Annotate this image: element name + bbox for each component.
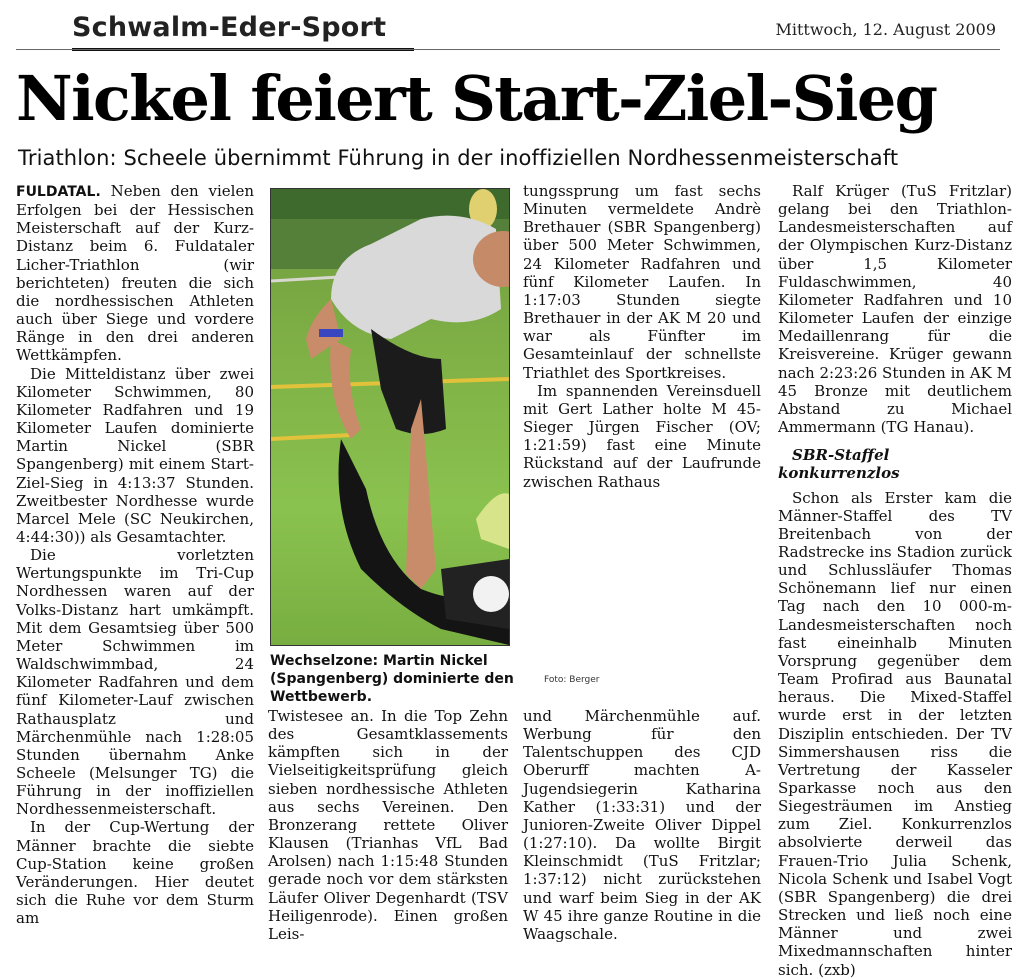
paragraph: Im spannenden Vereinsduell mit Gert Lather holte M 45-Sieger Jürgen Fischer (OV; 1:21:59) fast eine Minute Rückstand auf der Laufrunde zwischen Rathaus bbox=[523, 381, 761, 491]
paragraph: Twistesee an. In die Top Zehn des Gesamtklassements kämpften sich in der Vielseitigkeitsprüfung gleich sieben nordhessische Athleten aus sechs Vereinen. Den Bronzerang rettete Oliver Klausen (Trianhas VfL Bad Arolsen) nach 1:15:48 Stunden gerade noch vor dem stärksten Läufer Oliver Degenhardt (TSV Heiligenrode). Einen großen Leis- bbox=[268, 707, 508, 943]
headline: Nickel feiert Start-Ziel-Sieg bbox=[16, 62, 937, 135]
photo-credit: Foto: Berger bbox=[544, 675, 600, 685]
header-divider bbox=[16, 49, 1000, 50]
dateline: FULDATAL. bbox=[16, 184, 101, 200]
subheading: SBR-Staffel konkurrenzlos bbox=[778, 446, 900, 483]
article-column-3 bbox=[523, 182, 761, 491]
issue-date: Mittwoch, 12. August 2009 bbox=[775, 20, 996, 39]
photo-caption: Wechselzone: Martin Nickel (Spangenberg) dominierte den Wettbewerb. bbox=[270, 653, 514, 705]
paragraph: Die Mitteldistanz über zwei Kilometer Schwimmen, 80 Kilometer Radfahren und 19 Kilometer Laufen dominierte Martin Nickel (SBR Spangenberg) mit einem Start-Ziel-Sieg in 4:13:37 Stunden. Zweitbester Nordhesse wurde Marcel Mele (SC Neukirchen, 4:44:30)) als Gesamtachter. bbox=[16, 364, 254, 546]
paragraph: und Märchenmühle auf. Werbung für den Talentschuppen des CJD Oberurff machten A-Jugendsiegerin Katharina Kather (1:33:31) und der Junioren-Zweite Oliver Dippel (1:27:10). Da wollte Birgit Kleinschmidt (TuS Fritzlar; 1:37:12) nicht zurückstehen und warf beim Sieg in der AK W 45 ihre ganze Routine in die Waagschale. bbox=[523, 707, 761, 943]
article-column-3-lower bbox=[523, 707, 761, 943]
subheadline: Triathlon: Scheele übernimmt Führung in der inoffiziellen Nordhessenmeisterschaft bbox=[18, 146, 899, 170]
article-column-2 bbox=[268, 707, 508, 943]
paragraph: tungssprung um fast sechs Minuten vermeldete Andrè Brethauer (SBR Spangenberg) über 500 Meter Schwimmen, 24 Kilometer Radfahren und fünf Kilometer Laufen. In 1:17:03 Stunden siegte Brethauer in der AK M 20 und war als Fünfter im Gesamteinlauf der schnellste Triathlet des Sportkreises. bbox=[523, 182, 761, 382]
section-title: Schwalm-Eder-Sport bbox=[72, 12, 387, 43]
article-column-4 bbox=[778, 182, 1012, 979]
article-photo bbox=[270, 188, 510, 646]
article-column-1 bbox=[16, 182, 254, 927]
paragraph-intro bbox=[16, 182, 254, 365]
paragraph-text: Neben den vielen Erfolgen bei der Hessischen Meisterschaft auf der Kurz-Distanz beim 6. Fuldataler Licher-Triathlon (wir berichteten) freuten die sich die nordhessischen Athleten auch über Siege und vordere Ränge in den drei anderen Wettkämpfen. bbox=[16, 182, 254, 365]
paragraph: Die vorletzten Wertungspunkte im Tri-Cup Nordhessen waren auf der Volks-Distanz hart umkämpft. Mit dem Gesamtsieg über 500 Meter Schwimmen im Waldschwimmbad, 24 Kilometer Radfahren und dem fünf Kilometer-Lauf zwischen Rathausplatz und Märchenmühle nach 1:28:05 Stunden übernahm Anke Scheele (Melsunger TG) die Führung in der inoffiziellen Nordhessenmeisterschaft. bbox=[16, 546, 254, 819]
athlete-photo-illustration bbox=[271, 189, 509, 645]
paragraph: In der Cup-Wertung der Männer brachte die siebte Cup-Station keine großen Veränderungen. Hier deutet sich die Ruhe vor dem Sturm am bbox=[16, 818, 254, 928]
paragraph: Ralf Krüger (TuS Fritzlar) gelang bei den Triathlon-Landesmeisterschaften auf der Olympischen Kurz-Distanz über 1,5 Kilometer Fuldaschwimmen, 40 Kilometer Radfahren und 10 Kilometer Laufen der einzige Medaillenrang für die Kreisvereine. Krüger gewann nach 2:23:26 Stunden in AK M 45 Bronze mit deutlichem Abstand zu Michael Ammermann (TG Hanau). bbox=[778, 182, 1012, 437]
paragraph: Schon als Erster kam die Männer-Staffel des TV Breitenbach von der Radstrecke ins Stadion zurück und Schlussläufer Thomas Schönemann lief nur einen Tag nach den 10 000-m-Landesmeisterschaften noch fast eineinhalb Minuten Vorsprung gegenüber dem Team Profirad aus Baunatal heraus. Die Mixed-Staffel wurde erst in der letzten Disziplin entschieden. Der TV Simmershausen riss die Vertretung der Kasseler Sparkasse noch aus den Siegesträumen im Anstieg zum Ziel. Konkurrenzlos absolvierte derweil das Frauen-Trio Julia Schenk, Nicola Schenk und Isabel Vogt (SBR Spangenberg) die drei Strecken und ließ noch eine Männer und zwei Mixedmannschaften hinter sich. (zxb) bbox=[778, 488, 1012, 979]
